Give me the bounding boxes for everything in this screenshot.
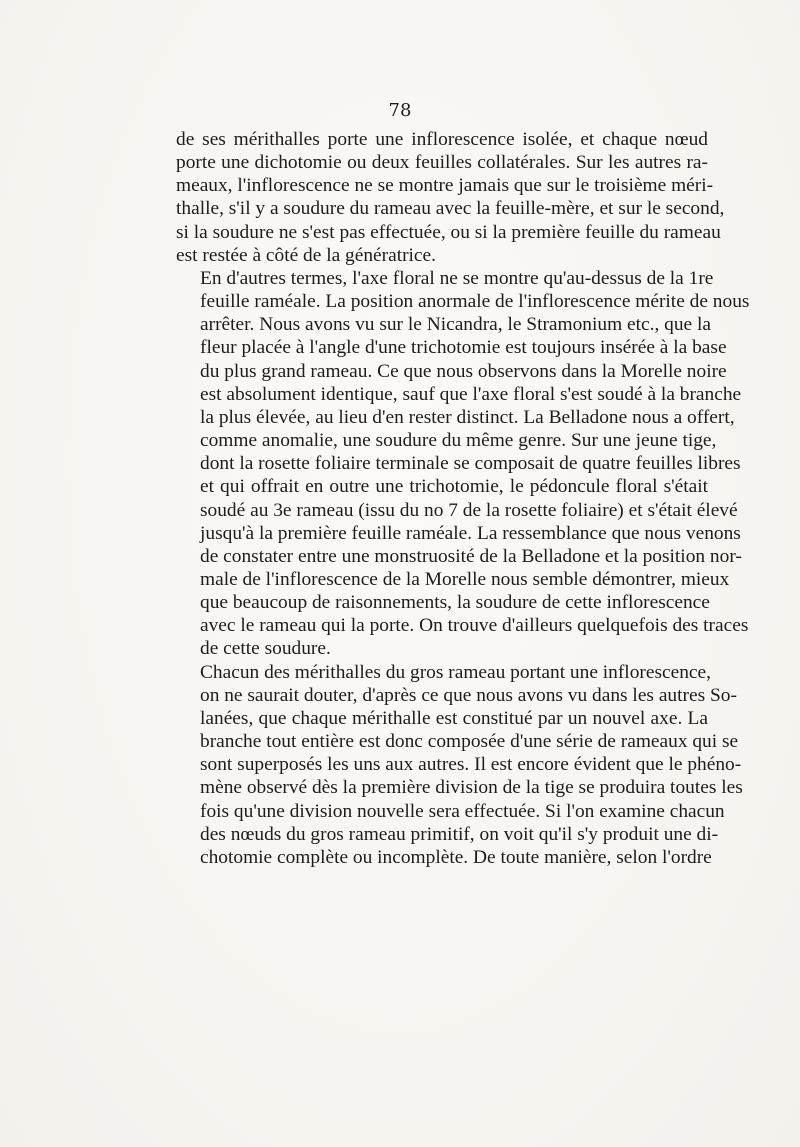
text-line: de ses mérithalles porte une inflorescence isolée, et chaque nœud bbox=[176, 129, 708, 150]
text-line: de cette soudure. bbox=[200, 638, 331, 660]
text-line: que beaucoup de raisonnements, la soudure de cette inflorescence bbox=[200, 592, 710, 614]
text-line: comme anomalie, une soudure du même genre. Sur une jeune tige, bbox=[200, 430, 717, 452]
text-line: En d'autres termes, l'axe floral ne se montre qu'au-dessus de la 1re bbox=[200, 267, 714, 289]
text-line: soudé au 3e rameau (issu du no 7 de la rosette foliaire) et s'était élevé bbox=[200, 499, 738, 521]
text-line: est restée à côté de la génératrice. bbox=[176, 244, 436, 266]
paragraph-2 bbox=[176, 267, 750, 661]
body-text bbox=[176, 128, 750, 869]
text-line: avec le rameau qui la porte. On trouve d'ailleurs quelquefois des traces bbox=[200, 615, 749, 637]
text-line: branche tout entière est donc composée d'une série de rameaux qui se bbox=[200, 731, 739, 753]
text-line: des nœuds du gros rameau primitif, on voit qu'il s'y produit une di- bbox=[200, 823, 719, 845]
text-line: chotomie complète ou incomplète. De toute manière, selon l'ordre bbox=[200, 846, 712, 868]
paragraph-3 bbox=[176, 661, 743, 869]
text-line: dont la rosette foliaire terminale se composait de quatre feuilles libres bbox=[200, 453, 741, 475]
text-line: meaux, l'inflorescence ne se montre jamais que sur le troisième méri- bbox=[176, 175, 714, 197]
text-line: male de l'inflorescence de la Morelle nous semble démontrer, mieux bbox=[200, 568, 730, 590]
text-line: thalle, s'il y a soudure du rameau avec la feuille-mère, et sur le second, bbox=[176, 198, 725, 220]
paragraph-1 bbox=[176, 128, 725, 267]
text-line: on ne saurait douter, d'après ce que nous avons vu dans les autres So- bbox=[200, 684, 737, 706]
text-line: si la soudure ne s'est pas effectuée, ou si la première feuille du rameau bbox=[176, 221, 721, 243]
text-line: fois qu'une division nouvelle sera effectuée. Si l'on examine chacun bbox=[200, 800, 725, 822]
text-line: arrêter. Nous avons vu sur le Nicandra, le Stramonium etc., que la bbox=[200, 314, 712, 336]
text-line: lanées, que chaque mérithalle est constitué par un nouvel axe. La bbox=[200, 707, 708, 729]
text-line: du plus grand rameau. Ce que nous observons dans la Morelle noire bbox=[200, 360, 727, 382]
text-line: sont superposés les uns aux autres. Il est encore évident que le phéno- bbox=[200, 754, 742, 776]
text-line: mène observé dès la première division de la tige se produira toutes les bbox=[200, 777, 743, 799]
text-line: fleur placée à l'angle d'une trichotomie est toujours insérée à la base bbox=[200, 337, 727, 359]
text-line: Chacun des mérithalles du gros rameau portant une inflorescence, bbox=[200, 661, 711, 683]
page-number: 78 bbox=[388, 100, 412, 121]
text-line: et qui offrait en outre une trichotomie, le pédoncule floral s'était bbox=[200, 476, 708, 498]
text-line: porte une dichotomie ou deux feuilles collatérales. Sur les autres ra- bbox=[176, 152, 708, 174]
text-line: de constater entre une monstruosité de la Belladone et la position nor- bbox=[200, 545, 742, 567]
text-line: la plus élevée, au lieu d'en rester distinct. La Belladone nous a offert, bbox=[200, 406, 735, 428]
text-line: est absolument identique, sauf que l'axe floral s'est soudé à la branche bbox=[200, 383, 742, 405]
text-line: feuille raméale. La position anormale de l'inflorescence mérite de nous bbox=[200, 291, 750, 313]
text-line: jusqu'à la première feuille raméale. La ressemblance que nous venons bbox=[200, 522, 741, 544]
